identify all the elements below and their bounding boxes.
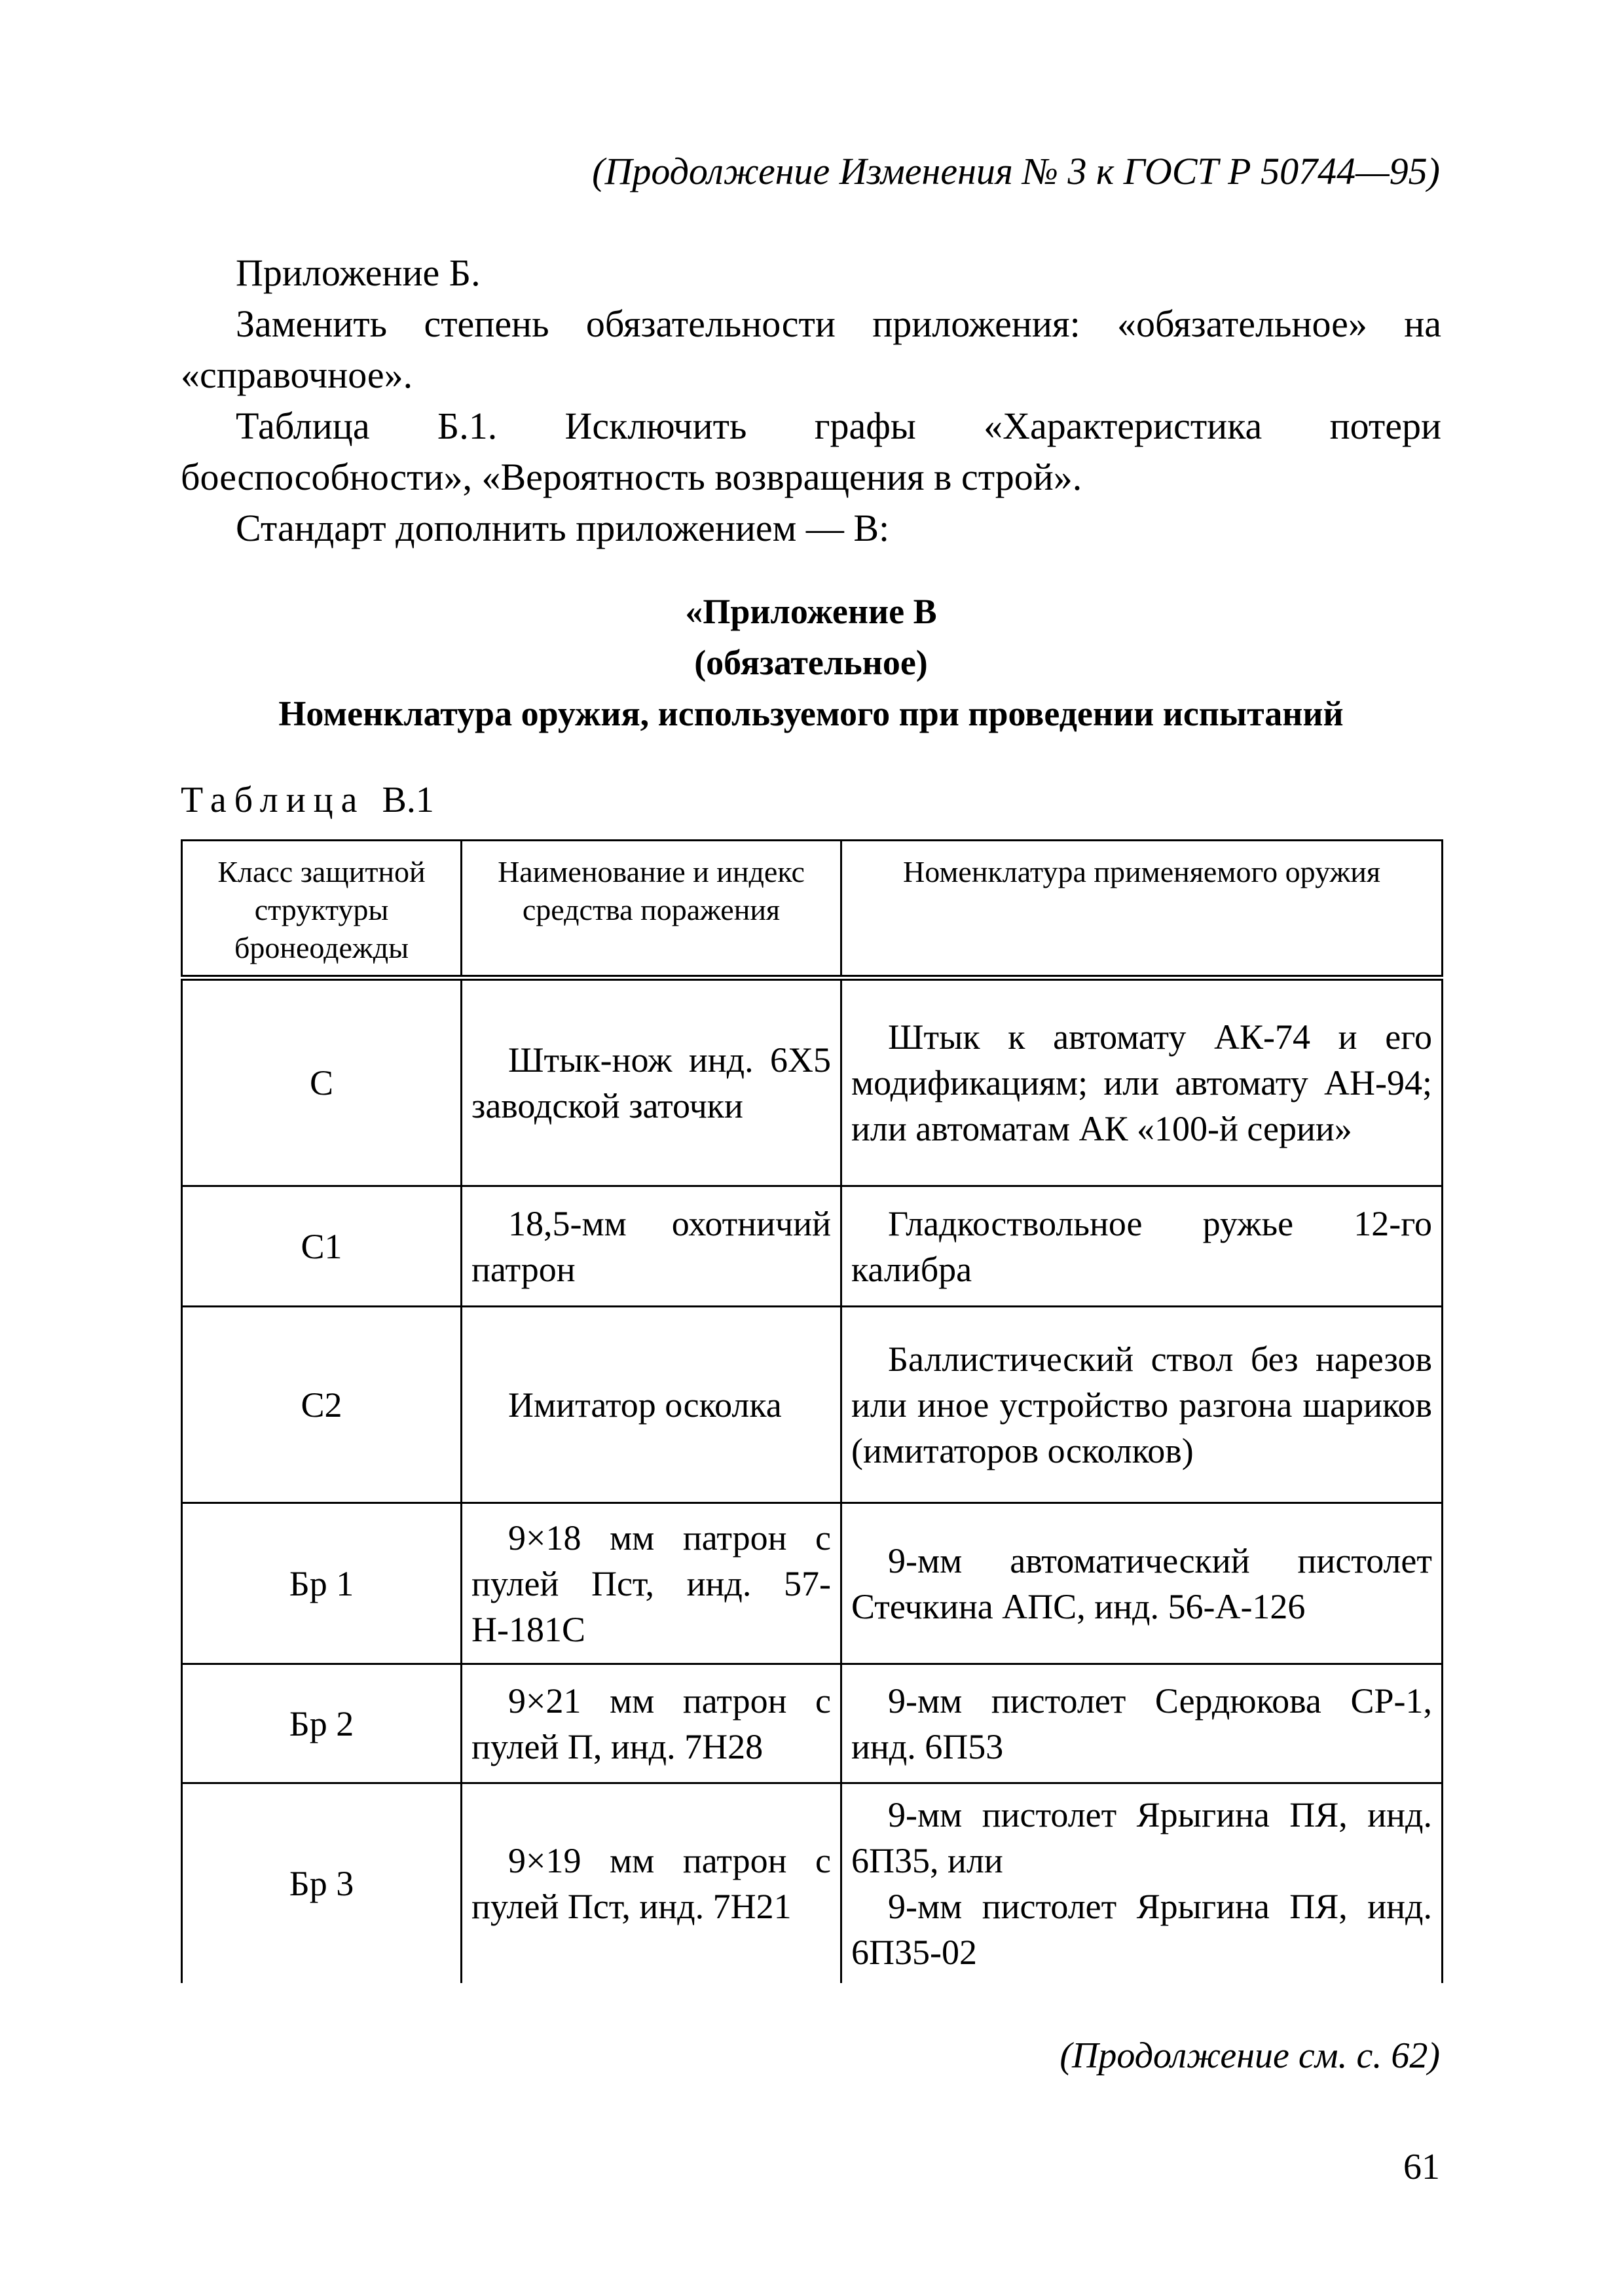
cell-class: С: [182, 978, 462, 1186]
continuation-note: (Продолжение см. с. 62): [1060, 2035, 1440, 2076]
cell-name: [462, 1186, 841, 1307]
intro-text: [181, 247, 1441, 554]
appendix-heading: [181, 586, 1441, 739]
cell-name-text: Штык-нож инд. 6Х5 заводской заточки: [471, 1040, 831, 1125]
cell-name-text: 9×19 мм патрон с пулей Пст, инд. 7Н21: [471, 1841, 831, 1926]
cell-weapons: [841, 1307, 1443, 1503]
cell-weapons-text: Баллистический ствол без нарезов или иное устройство разгона шариков (имитаторов осколков): [851, 1339, 1432, 1470]
table-row: [182, 1503, 1443, 1664]
cell-weapons: [841, 1783, 1443, 1984]
cell-name-text: Имитатор осколка: [508, 1385, 782, 1425]
table-caption-number: В.1: [382, 780, 434, 820]
table-row: [182, 978, 1443, 1186]
cell-name: [462, 1783, 841, 1984]
cell-name-text: 9×18 мм патрон с пулей Пст, инд. 57-Н-181С: [471, 1518, 831, 1649]
table-caption-word: Таблица: [181, 780, 365, 820]
appendix-status: (обязательное): [694, 643, 928, 682]
cell-name-text: 9×21 мм патрон с пулей П, инд. 7Н28: [471, 1681, 831, 1766]
cell-class: Бр 1: [182, 1503, 462, 1664]
weapons-table: [181, 839, 1443, 1983]
cell-weapons-text: 9-мм пистолет Сердюкова СР-1, инд. 6П53: [851, 1681, 1432, 1766]
cell-name-text: 18,5-мм охотничий патрон: [471, 1203, 831, 1289]
table-row: [182, 1186, 1443, 1307]
header-weapons: Номенклатура применяемого оружия: [841, 841, 1443, 978]
cell-weapons-text: Штык к автомату АК-74 и его модификациям; или автомату АН-94; или автоматам АК «100-й серии»: [851, 1017, 1432, 1148]
running-header: (Продолжение Изменения № 3 к ГОСТ Р 50744—95): [592, 150, 1440, 192]
cell-weapons: [841, 1664, 1443, 1783]
cell-class: С1: [182, 1186, 462, 1307]
cell-name: [462, 1664, 841, 1783]
intro-paragraph: Стандарт дополнить приложением — В:: [236, 507, 890, 549]
cell-name: [462, 1503, 841, 1664]
table-row: [182, 1307, 1443, 1503]
cell-class: Бр 2: [182, 1664, 462, 1783]
cell-weapons: [841, 978, 1443, 1186]
cell-weapons: [841, 1503, 1443, 1664]
cell-weapons-text: Гладкоствольное ружье 12-го калибра: [851, 1203, 1432, 1289]
table-header-row: [182, 841, 1443, 978]
intro-paragraph: Приложение Б.: [236, 251, 481, 294]
header-name: Наименование и индекс средства поражения: [462, 841, 841, 978]
cell-class: Бр 3: [182, 1783, 462, 1984]
cell-weapons-text: 9-мм пистолет Ярыгина ПЯ, инд. 6П35, или: [851, 1795, 1432, 1880]
cell-weapons-text: 9-мм автоматический пистолет Стечкина АПС, инд. 56-А-126: [851, 1540, 1432, 1626]
cell-name: [462, 978, 841, 1186]
cell-class: С2: [182, 1307, 462, 1503]
cell-weapons-text: 9-мм пистолет Ярыгина ПЯ, инд. 6П35-02: [851, 1887, 1432, 1972]
appendix-title: «Приложение В: [685, 592, 937, 631]
table-row: [182, 1783, 1443, 1984]
intro-paragraph: Таблица Б.1. Исключить графы «Характеристика потери боеспособности», «Вероятность возвращения в строй».: [181, 405, 1441, 498]
header-class: Класс защитной структуры бронеодежды: [182, 841, 462, 978]
table-row: [182, 1664, 1443, 1783]
page-number: 61: [1403, 2147, 1440, 2187]
table-caption: [181, 779, 434, 821]
intro-paragraph: Заменить степень обязательности приложения: «обязательное» на «справочное».: [181, 302, 1441, 396]
cell-name: [462, 1307, 841, 1503]
cell-weapons: [841, 1186, 1443, 1307]
appendix-subtitle: Номенклатура оружия, используемого при проведении испытаний: [278, 694, 1344, 733]
